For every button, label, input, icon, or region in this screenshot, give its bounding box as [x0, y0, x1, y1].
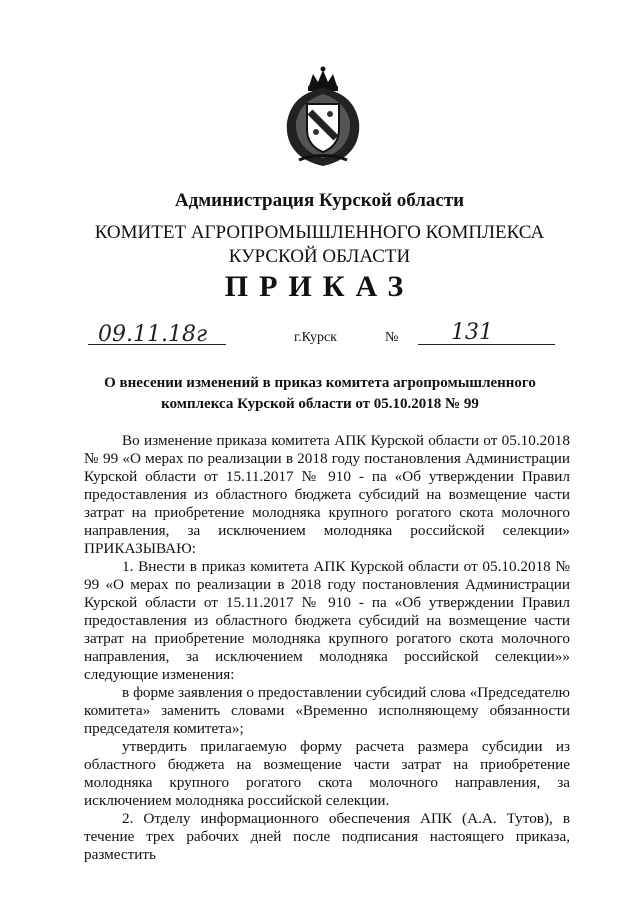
administration-title: Администрация Курской области — [174, 190, 465, 211]
order-number: 131 — [451, 320, 493, 345]
order-subject — [80, 373, 560, 415]
coat-of-arms-icon — [283, 64, 363, 168]
committee-name-line1: КОМИТЕТ АГРОПРОМЫШЛЕННОГО КОМПЛЕКСА — [94, 222, 545, 243]
body-paragraph: утвердить прилагаемую форму расчета размера субсидии из областного бюджета на возмещение части затрат на приобретение молодняка крупного рогатого скота молочного направления, за исключением молодняка российской селекции. — [84, 738, 570, 809]
order-subject-line2: комплекса Курской области от 05.10.2018 № 99 — [161, 396, 479, 412]
committee-name — [0, 221, 639, 269]
committee-name-line2: КУРСКОЙ ОБЛАСТИ — [228, 246, 411, 267]
order-subject-line1: О внесении изменений в приказ комитета агропромышленного — [104, 375, 536, 391]
number-sign: № — [385, 330, 399, 345]
order-title: ПРИКАЗ — [224, 270, 415, 303]
order-date: 09.11.18г — [98, 322, 208, 347]
body-paragraph: 2. Отделу информационного обеспечения АПК (А.А. Тутов), в течение трех рабочих дней после подписания настоящего приказа, разместить — [84, 810, 570, 863]
body-paragraph: 1. Внести в приказ комитета АПК Курской области от 05.10.2018 № 99 «О мерах по реализации в 2018 году постановления Администрации Курской области от 15.11.2017 № 910 - па «Об утверждении Правил предоставления из областного бюджета субсидий на возмещение части затрат на приобретение молодняка крупного рогатого скота молочного направления, за исключением молодняка российской селекции»» следующие изменения: — [84, 558, 570, 683]
order-city: г.Курск — [294, 330, 337, 345]
body-paragraph: Во изменение приказа комитета АПК Курской области от 05.10.2018 № 99 «О мерах по реализации в 2018 году постановления Администрации Курской области от 15.11.2017 № 910 - па «Об утверждении Правил предоставления из областного бюджета субсидий на возмещение части затрат на приобретение молодняка крупного рогатого скота молочного направления, за исключением молодняка российской селекции» ПРИКАЗЫВАЮ: — [84, 432, 570, 557]
order-body — [84, 432, 570, 864]
order-meta-row — [0, 322, 639, 356]
body-paragraph: в форме заявления о предоставлении субсидий слова «Председателю комитета» заменить словами «Временно исполняющему обязанности председателя комитета»; — [84, 684, 570, 737]
